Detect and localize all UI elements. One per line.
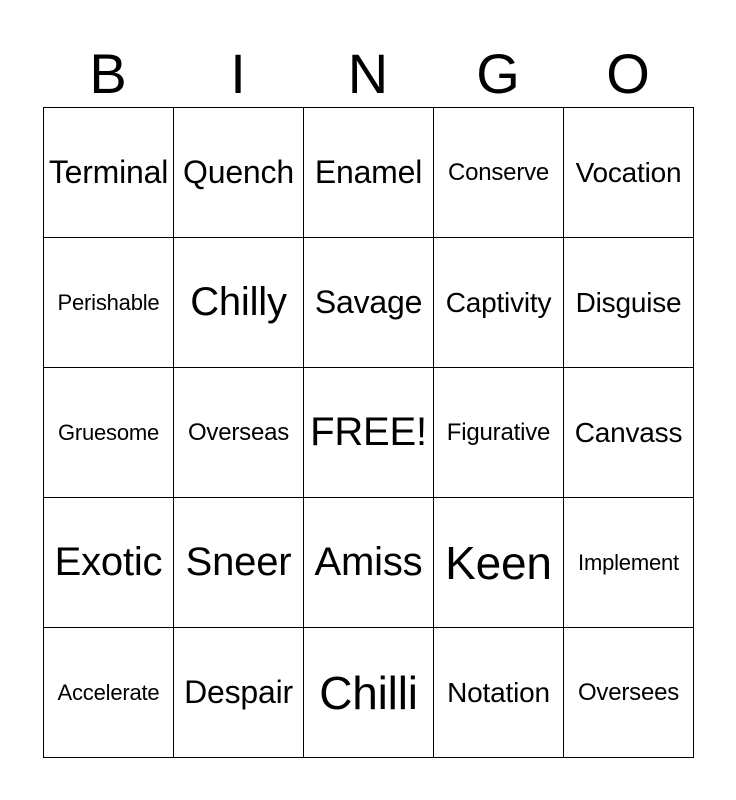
bingo-grid: [43, 107, 694, 758]
bingo-cell[interactable]: Vocation: [564, 108, 694, 238]
bingo-cell[interactable]: Implement: [564, 498, 694, 628]
bingo-cell[interactable]: Perishable: [44, 238, 174, 368]
bingo-cell[interactable]: Gruesome: [44, 368, 174, 498]
bingo-cell[interactable]: Exotic: [44, 498, 174, 628]
free-space-cell[interactable]: FREE!: [304, 368, 434, 498]
bingo-cell[interactable]: Chilly: [174, 238, 304, 368]
header-letter-n: N: [347, 42, 389, 105]
header-letter-i: I: [230, 42, 246, 105]
bingo-header: [43, 40, 693, 108]
bingo-cell[interactable]: Conserve: [434, 108, 564, 238]
bingo-cell[interactable]: Accelerate: [44, 628, 174, 758]
bingo-cell[interactable]: Disguise: [564, 238, 694, 368]
header-letter-g: G: [476, 42, 520, 105]
header-letter-b: B: [89, 42, 127, 105]
bingo-cell[interactable]: Sneer: [174, 498, 304, 628]
bingo-cell[interactable]: Savage: [304, 238, 434, 368]
bingo-cell[interactable]: Notation: [434, 628, 564, 758]
bingo-cell[interactable]: Despair: [174, 628, 304, 758]
bingo-cell[interactable]: Amiss: [304, 498, 434, 628]
bingo-cell[interactable]: Canvass: [564, 368, 694, 498]
bingo-cell[interactable]: Captivity: [434, 238, 564, 368]
bingo-cell[interactable]: Overseas: [174, 368, 304, 498]
bingo-cell[interactable]: Figurative: [434, 368, 564, 498]
bingo-cell[interactable]: Keen: [434, 498, 564, 628]
bingo-cell[interactable]: Quench: [174, 108, 304, 238]
bingo-cell[interactable]: Oversees: [564, 628, 694, 758]
bingo-cell[interactable]: Chilli: [304, 628, 434, 758]
bingo-cell[interactable]: Terminal: [44, 108, 174, 238]
bingo-cell[interactable]: Enamel: [304, 108, 434, 238]
header-letter-o: O: [606, 42, 650, 105]
